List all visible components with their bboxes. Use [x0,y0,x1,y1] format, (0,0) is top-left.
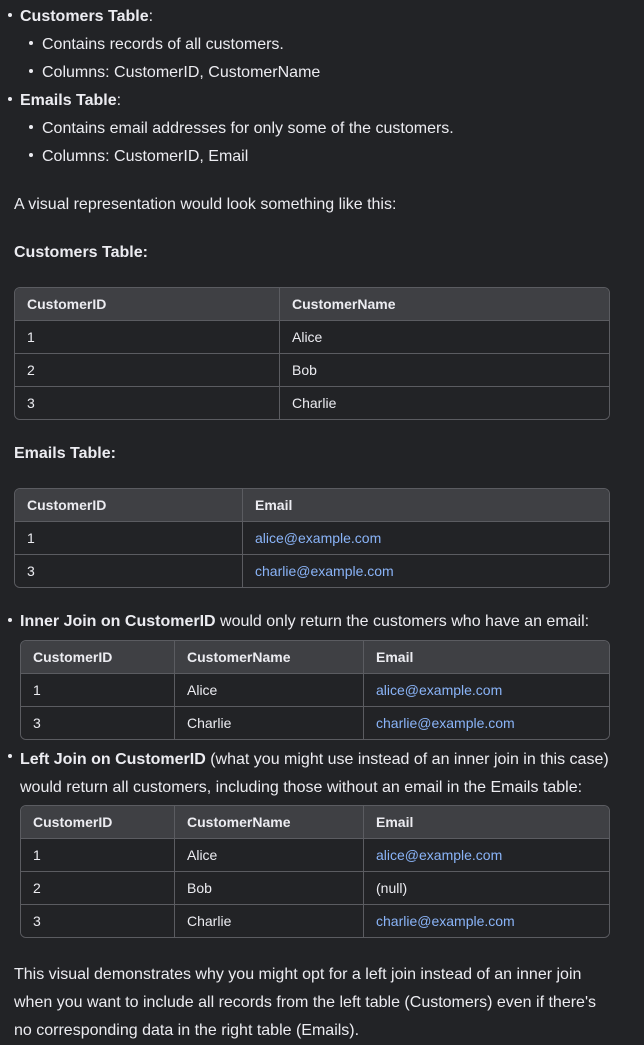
sub-bullet-text: Columns: CustomerID, CustomerName [42,64,321,81]
email-link[interactable]: charlie@example.com [363,707,609,739]
column-header: CustomerID [15,489,242,522]
inner-join-table [20,640,610,740]
customers-table [14,287,610,420]
table-row [15,321,609,354]
table-header-row [15,489,609,522]
bullet-label: Customers Table [20,8,149,25]
left-join-table [20,805,610,938]
table-cell: 1 [15,321,279,354]
emails-table [14,488,610,588]
bullet-icon [8,754,12,758]
table-header-row [15,288,609,321]
table-cell: Alice [174,839,363,872]
sub-bullet-text: Contains email addresses for only some of the customers. [42,120,454,137]
column-header: CustomerName [279,288,609,321]
left-join-text: (what you might use instead of an inner join in this case) [205,751,609,768]
bullet-emails-table [8,89,121,113]
table-row [15,555,609,587]
left-join-text-2: would return all customers, including those without an email in the Emails table: [20,779,583,796]
table-cell: Bob [174,872,363,905]
bullet-customers-table [8,5,153,29]
bullet-colon: : [148,8,154,25]
table-cell: Bob [279,354,609,387]
conclusion-line: This visual demonstrates why you might opt for a left join instead of an inner join [14,966,582,983]
table-row [21,872,609,905]
inner-join-text: would only return the customers who have an email: [215,613,590,630]
left-join-label: Left Join on CustomerID [20,751,206,768]
email-link[interactable]: alice@example.com [242,522,609,555]
table-cell: 3 [21,707,174,739]
conclusion-line: when you want to include all records from the left table (Customers) even if there's [14,994,596,1011]
column-header: CustomerID [21,806,174,839]
email-link[interactable]: alice@example.com [363,674,609,707]
customers-table-heading: Customers Table: [14,244,148,261]
bullet-colon: : [116,92,122,109]
inner-join-label: Inner Join on CustomerID [20,613,216,630]
table-row [15,387,609,419]
bullet-icon [29,153,33,157]
intro-text: A visual representation would look something like this: [14,196,397,213]
table-cell: 2 [15,354,279,387]
column-header: CustomerID [15,288,279,321]
email-link[interactable]: charlie@example.com [242,555,609,587]
table-cell: Charlie [174,707,363,739]
email-link[interactable]: charlie@example.com [363,905,609,937]
column-header: Email [242,489,609,522]
conclusion-paragraph [14,961,634,1045]
table-cell: 2 [21,872,174,905]
table-cell: 1 [21,674,174,707]
bullet-icon [29,41,33,45]
emails-table-heading: Emails Table: [14,445,116,462]
table-cell: 3 [15,555,242,587]
table-cell: Charlie [279,387,609,419]
table-row [15,354,609,387]
email-link[interactable]: alice@example.com [363,839,609,872]
bullet-inner-join [8,610,589,634]
table-cell: 3 [21,905,174,937]
table-cell: 3 [15,387,279,419]
conclusion-line: no corresponding data in the right table (Emails). [14,1022,360,1039]
table-row [15,522,609,555]
table-cell: (null) [363,872,609,905]
table-cell: 1 [21,839,174,872]
sub-bullet-text: Contains records of all customers. [42,36,284,53]
table-cell: Charlie [174,905,363,937]
table-row [21,707,609,739]
table-cell: Alice [279,321,609,354]
sub-bullet [29,33,284,57]
table-row [21,905,609,937]
table-row [21,839,609,872]
table-row [21,674,609,707]
table-cell: 1 [15,522,242,555]
table-header-row [21,806,609,839]
sub-bullet [29,61,320,85]
sub-bullet [29,117,454,141]
column-header: Email [363,806,609,839]
sub-bullet [29,145,248,169]
column-header: CustomerID [21,641,174,674]
column-header: CustomerName [174,641,363,674]
bullet-icon [29,125,33,129]
sub-bullet-text: Columns: CustomerID, Email [42,148,249,165]
bullet-icon [8,13,12,17]
bullet-left-join [8,746,609,802]
bullet-label: Emails Table [20,92,117,109]
column-header: CustomerName [174,806,363,839]
bullet-icon [29,69,33,73]
bullet-icon [8,97,12,101]
bullet-icon [8,618,12,622]
column-header: Email [363,641,609,674]
table-header-row [21,641,609,674]
table-cell: Alice [174,674,363,707]
